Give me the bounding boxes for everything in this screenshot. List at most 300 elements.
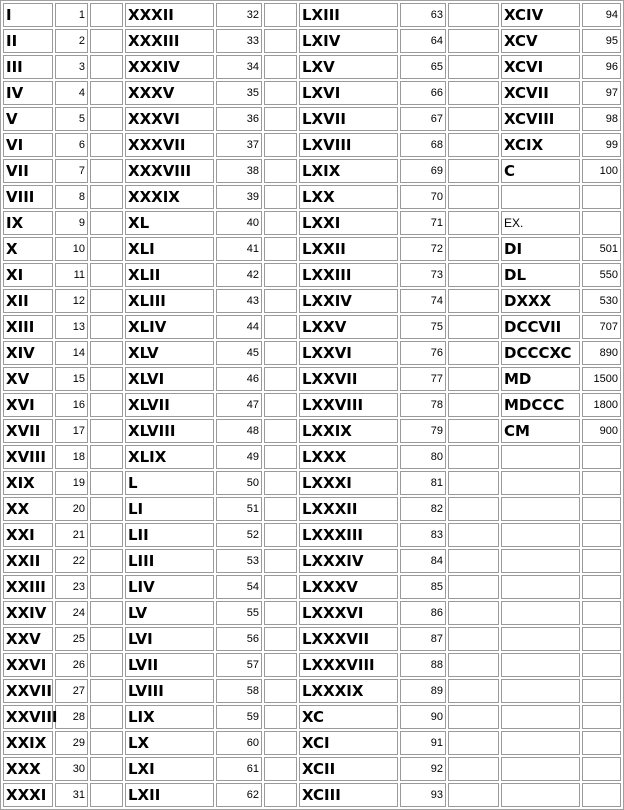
roman-numeral-cell: LIII	[125, 549, 214, 573]
roman-numeral-cell: XLVII	[125, 393, 214, 417]
arabic-value-cell	[582, 497, 621, 521]
spacer-cell	[90, 159, 123, 183]
roman-numeral-cell: LVIII	[125, 679, 214, 703]
roman-numeral-cell: LXXIV	[299, 289, 398, 313]
arabic-value-cell: 7	[55, 159, 88, 183]
spacer-cell	[264, 627, 297, 651]
spacer-cell	[90, 367, 123, 391]
roman-numeral-cell: XXXII	[125, 3, 214, 27]
arabic-value-cell: 100	[582, 159, 621, 183]
roman-numeral-cell: XLIX	[125, 445, 214, 469]
arabic-value-cell: 11	[55, 263, 88, 287]
spacer-cell	[264, 29, 297, 53]
roman-numeral-cell	[501, 783, 580, 807]
arabic-value-cell: 75	[400, 315, 446, 339]
spacer-cell	[448, 159, 499, 183]
roman-numeral-cell: XI	[3, 263, 53, 287]
roman-numeral-cell: XXI	[3, 523, 53, 547]
arabic-value-cell: 59	[216, 705, 262, 729]
arabic-value-cell: 16	[55, 393, 88, 417]
roman-numeral-cell: XCIV	[501, 3, 580, 27]
spacer-cell	[448, 393, 499, 417]
table-row	[3, 367, 621, 391]
roman-numeral-cell: XVI	[3, 393, 53, 417]
spacer-cell	[90, 289, 123, 313]
roman-numeral-cell: XLVIII	[125, 419, 214, 443]
roman-numeral-cell: L	[125, 471, 214, 495]
spacer-cell	[448, 419, 499, 443]
arabic-value-cell: 97	[582, 81, 621, 105]
table-row	[3, 81, 621, 105]
roman-numeral-cell: XCII	[299, 757, 398, 781]
table-row	[3, 757, 621, 781]
roman-numeral-cell: LXXVII	[299, 367, 398, 391]
roman-numeral-cell: DI	[501, 237, 580, 261]
arabic-value-cell: 35	[216, 81, 262, 105]
roman-numeral-cell: LV	[125, 601, 214, 625]
spacer-cell	[448, 3, 499, 27]
table-row	[3, 3, 621, 27]
roman-numeral-cell: V	[3, 107, 53, 131]
roman-numeral-cell: XV	[3, 367, 53, 391]
spacer-cell	[448, 237, 499, 261]
arabic-value-cell	[582, 627, 621, 651]
arabic-value-cell: 2	[55, 29, 88, 53]
spacer-cell	[264, 133, 297, 157]
roman-numeral-cell	[501, 731, 580, 755]
roman-numeral-cell: LXXIX	[299, 419, 398, 443]
table-row	[3, 445, 621, 469]
arabic-value-cell: 94	[582, 3, 621, 27]
arabic-value-cell: 98	[582, 107, 621, 131]
arabic-value-cell: 87	[400, 627, 446, 651]
arabic-value-cell: 52	[216, 523, 262, 547]
arabic-value-cell: 3	[55, 55, 88, 79]
arabic-value-cell: 79	[400, 419, 446, 443]
arabic-value-cell: 21	[55, 523, 88, 547]
spacer-cell	[90, 107, 123, 131]
roman-numeral-cell	[501, 549, 580, 573]
roman-numeral-cell: MDCCC	[501, 393, 580, 417]
arabic-value-cell: 1	[55, 3, 88, 27]
arabic-value-cell: 32	[216, 3, 262, 27]
spacer-cell	[448, 757, 499, 781]
spacer-cell	[448, 653, 499, 677]
roman-numeral-cell	[501, 185, 580, 209]
table-row	[3, 107, 621, 131]
arabic-value-cell: 62	[216, 783, 262, 807]
roman-numeral-cell: XXVI	[3, 653, 53, 677]
spacer-cell	[264, 341, 297, 365]
spacer-cell	[264, 757, 297, 781]
spacer-cell	[264, 471, 297, 495]
roman-numeral-cell: XXV	[3, 627, 53, 651]
roman-numeral-cell: XXX	[3, 757, 53, 781]
table-row	[3, 159, 621, 183]
arabic-value-cell: 68	[400, 133, 446, 157]
spacer-cell	[90, 783, 123, 807]
table-row	[3, 289, 621, 313]
spacer-cell	[90, 679, 123, 703]
arabic-value-cell: 45	[216, 341, 262, 365]
arabic-value-cell	[582, 523, 621, 547]
roman-numeral-cell: XCI	[299, 731, 398, 755]
arabic-value-cell: 30	[55, 757, 88, 781]
arabic-value-cell: 9	[55, 211, 88, 235]
spacer-cell	[264, 575, 297, 599]
arabic-value-cell: 92	[400, 757, 446, 781]
spacer-cell	[90, 315, 123, 339]
spacer-cell	[264, 185, 297, 209]
table-row	[3, 783, 621, 807]
arabic-value-cell: 10	[55, 237, 88, 261]
spacer-cell	[448, 497, 499, 521]
roman-numeral-cell: DCCCXC	[501, 341, 580, 365]
spacer-cell	[90, 185, 123, 209]
arabic-value-cell: 73	[400, 263, 446, 287]
arabic-value-cell: 18	[55, 445, 88, 469]
roman-numeral-cell: CM	[501, 419, 580, 443]
arabic-value-cell: 85	[400, 575, 446, 599]
spacer-cell	[90, 549, 123, 573]
spacer-cell	[264, 783, 297, 807]
roman-numeral-cell	[501, 575, 580, 599]
spacer-cell	[90, 497, 123, 521]
spacer-cell	[264, 211, 297, 235]
spacer-cell	[448, 341, 499, 365]
table-row	[3, 419, 621, 443]
roman-numeral-cell: LVII	[125, 653, 214, 677]
roman-numeral-cell	[501, 601, 580, 625]
spacer-cell	[448, 263, 499, 287]
roman-numeral-cell	[501, 471, 580, 495]
arabic-value-cell: 4	[55, 81, 88, 105]
arabic-value-cell: 54	[216, 575, 262, 599]
spacer-cell	[90, 731, 123, 755]
roman-numeral-cell: XCVII	[501, 81, 580, 105]
spacer-cell	[90, 445, 123, 469]
spacer-cell	[90, 627, 123, 651]
arabic-value-cell: 20	[55, 497, 88, 521]
spacer-cell	[264, 237, 297, 261]
table-row	[3, 211, 621, 235]
arabic-value-cell: 37	[216, 133, 262, 157]
roman-numeral-cell: DXXX	[501, 289, 580, 313]
roman-numeral-cell: XVII	[3, 419, 53, 443]
arabic-value-cell: 76	[400, 341, 446, 365]
roman-numeral-cell: LXXVIII	[299, 393, 398, 417]
table-row	[3, 263, 621, 287]
arabic-value-cell: 900	[582, 419, 621, 443]
arabic-value-cell: 64	[400, 29, 446, 53]
spacer-cell	[90, 419, 123, 443]
arabic-value-cell: 42	[216, 263, 262, 287]
table-row	[3, 29, 621, 53]
arabic-value-cell	[582, 549, 621, 573]
spacer-cell	[448, 289, 499, 313]
spacer-cell	[448, 679, 499, 703]
roman-numeral-cell: LVI	[125, 627, 214, 651]
table-row	[3, 653, 621, 677]
spacer-cell	[90, 575, 123, 599]
roman-numeral-cell: LXIX	[299, 159, 398, 183]
roman-numeral-cell: LXXXVIII	[299, 653, 398, 677]
arabic-value-cell	[582, 783, 621, 807]
roman-numeral-cell: XLII	[125, 263, 214, 287]
roman-numeral-cell: LXXIII	[299, 263, 398, 287]
arabic-value-cell: 57	[216, 653, 262, 677]
arabic-value-cell: 58	[216, 679, 262, 703]
spacer-cell	[448, 523, 499, 547]
spacer-cell	[448, 627, 499, 651]
roman-numeral-cell: XCV	[501, 29, 580, 53]
arabic-value-cell	[582, 601, 621, 625]
arabic-value-cell: 36	[216, 107, 262, 131]
table-row	[3, 705, 621, 729]
spacer-cell	[264, 107, 297, 131]
arabic-value-cell: 39	[216, 185, 262, 209]
roman-numeral-cell	[501, 497, 580, 521]
spacer-cell	[264, 601, 297, 625]
roman-numeral-cell: LX	[125, 731, 214, 755]
arabic-value-cell: 91	[400, 731, 446, 755]
spacer-cell	[448, 315, 499, 339]
roman-numeral-cell: XLVI	[125, 367, 214, 391]
arabic-value-cell: 70	[400, 185, 446, 209]
arabic-value-cell: 60	[216, 731, 262, 755]
roman-numeral-cell: LXIII	[299, 3, 398, 27]
spacer-cell	[448, 55, 499, 79]
roman-numeral-cell: XLIV	[125, 315, 214, 339]
spacer-cell	[264, 367, 297, 391]
arabic-value-cell	[582, 757, 621, 781]
arabic-value-cell: 890	[582, 341, 621, 365]
spacer-cell	[264, 523, 297, 547]
roman-numeral-cell: LXXXVI	[299, 601, 398, 625]
roman-numeral-cell	[501, 627, 580, 651]
arabic-value-cell: 80	[400, 445, 446, 469]
roman-numeral-cell: XLV	[125, 341, 214, 365]
spacer-cell	[90, 653, 123, 677]
roman-numeral-cell: XXXVII	[125, 133, 214, 157]
roman-numeral-cell: XXXV	[125, 81, 214, 105]
roman-numeral-cell: XXXIX	[125, 185, 214, 209]
spacer-cell	[90, 393, 123, 417]
roman-numeral-cell: XLI	[125, 237, 214, 261]
roman-numeral-cell: EX.	[501, 211, 580, 235]
arabic-value-cell: 12	[55, 289, 88, 313]
table-row	[3, 523, 621, 547]
arabic-value-cell	[582, 471, 621, 495]
spacer-cell	[264, 445, 297, 469]
spacer-cell	[264, 497, 297, 521]
table-row	[3, 341, 621, 365]
spacer-cell	[448, 471, 499, 495]
roman-numeral-cell: VIII	[3, 185, 53, 209]
arabic-value-cell: 86	[400, 601, 446, 625]
roman-numeral-cell: XXVII	[3, 679, 53, 703]
roman-numeral-cell: C	[501, 159, 580, 183]
arabic-value-cell: 31	[55, 783, 88, 807]
arabic-value-cell: 8	[55, 185, 88, 209]
table-row	[3, 627, 621, 651]
arabic-value-cell: 43	[216, 289, 262, 313]
roman-numeral-cell	[501, 445, 580, 469]
roman-numeral-cell: LXVI	[299, 81, 398, 105]
spacer-cell	[448, 107, 499, 131]
arabic-value-cell: 22	[55, 549, 88, 573]
arabic-value-cell: 40	[216, 211, 262, 235]
arabic-value-cell: 707	[582, 315, 621, 339]
spacer-cell	[90, 523, 123, 547]
roman-numeral-cell: LXX	[299, 185, 398, 209]
arabic-value-cell: 47	[216, 393, 262, 417]
roman-numeral-cell: XIX	[3, 471, 53, 495]
spacer-cell	[448, 185, 499, 209]
spacer-cell	[90, 133, 123, 157]
spacer-cell	[448, 81, 499, 105]
arabic-value-cell: 65	[400, 55, 446, 79]
arabic-value-cell: 61	[216, 757, 262, 781]
roman-numeral-cell: XIII	[3, 315, 53, 339]
arabic-value-cell: 66	[400, 81, 446, 105]
roman-numeral-cell: XXIII	[3, 575, 53, 599]
roman-numeral-cell: VI	[3, 133, 53, 157]
roman-numeral-cell: XXXI	[3, 783, 53, 807]
spacer-cell	[448, 549, 499, 573]
arabic-value-cell: 46	[216, 367, 262, 391]
roman-numeral-cell: XII	[3, 289, 53, 313]
spacer-cell	[90, 237, 123, 261]
table-row	[3, 315, 621, 339]
arabic-value-cell: 38	[216, 159, 262, 183]
roman-numeral-cell: XXXIII	[125, 29, 214, 53]
table-row	[3, 393, 621, 417]
spacer-cell	[448, 367, 499, 391]
roman-numeral-cell: VII	[3, 159, 53, 183]
table-row	[3, 549, 621, 573]
table-row	[3, 731, 621, 755]
roman-numeral-cell: LXXXII	[299, 497, 398, 521]
arabic-value-cell: 84	[400, 549, 446, 573]
arabic-value-cell: 33	[216, 29, 262, 53]
spacer-cell	[448, 29, 499, 53]
arabic-value-cell: 29	[55, 731, 88, 755]
spacer-cell	[90, 81, 123, 105]
arabic-value-cell: 78	[400, 393, 446, 417]
roman-numeral-cell: XC	[299, 705, 398, 729]
roman-numeral-cell: II	[3, 29, 53, 53]
roman-numeral-cell: I	[3, 3, 53, 27]
spacer-cell	[264, 679, 297, 703]
arabic-value-cell: 72	[400, 237, 446, 261]
table-row	[3, 185, 621, 209]
arabic-value-cell: 74	[400, 289, 446, 313]
arabic-value-cell: 69	[400, 159, 446, 183]
roman-numeral-cell: LXVII	[299, 107, 398, 131]
spacer-cell	[264, 315, 297, 339]
roman-numeral-cell: XXXVIII	[125, 159, 214, 183]
spacer-cell	[90, 471, 123, 495]
spacer-cell	[448, 731, 499, 755]
roman-numeral-cell: XXIX	[3, 731, 53, 755]
spacer-cell	[264, 159, 297, 183]
roman-numeral-cell: XLIII	[125, 289, 214, 313]
roman-numeral-cell: LXXI	[299, 211, 398, 235]
roman-numeral-cell: DL	[501, 263, 580, 287]
spacer-cell	[264, 263, 297, 287]
arabic-value-cell: 51	[216, 497, 262, 521]
arabic-value-cell: 26	[55, 653, 88, 677]
spacer-cell	[448, 133, 499, 157]
spacer-cell	[448, 445, 499, 469]
roman-numeral-cell: LXXXIV	[299, 549, 398, 573]
spacer-cell	[90, 263, 123, 287]
arabic-value-cell: 99	[582, 133, 621, 157]
spacer-cell	[264, 653, 297, 677]
spacer-cell	[264, 81, 297, 105]
arabic-value-cell: 41	[216, 237, 262, 261]
arabic-value-cell: 71	[400, 211, 446, 235]
roman-numeral-cell: DCCVII	[501, 315, 580, 339]
arabic-value-cell: 23	[55, 575, 88, 599]
arabic-value-cell: 1800	[582, 393, 621, 417]
roman-numeral-cell: III	[3, 55, 53, 79]
spacer-cell	[90, 341, 123, 365]
arabic-value-cell	[582, 211, 621, 235]
roman-numeral-cell: XXIV	[3, 601, 53, 625]
roman-numeral-cell: LXXVI	[299, 341, 398, 365]
roman-numeral-cell: MD	[501, 367, 580, 391]
spacer-cell	[264, 393, 297, 417]
roman-numeral-cell: XX	[3, 497, 53, 521]
spacer-cell	[90, 29, 123, 53]
arabic-value-cell: 88	[400, 653, 446, 677]
arabic-value-cell: 6	[55, 133, 88, 157]
arabic-value-cell: 13	[55, 315, 88, 339]
spacer-cell	[448, 211, 499, 235]
roman-numeral-cell: LIV	[125, 575, 214, 599]
table-row	[3, 679, 621, 703]
arabic-value-cell	[582, 679, 621, 703]
spacer-cell	[90, 211, 123, 235]
roman-numeral-cell: LXXX	[299, 445, 398, 469]
spacer-cell	[448, 783, 499, 807]
arabic-value-cell: 34	[216, 55, 262, 79]
arabic-value-cell: 48	[216, 419, 262, 443]
arabic-value-cell	[582, 731, 621, 755]
roman-numeral-cell: X	[3, 237, 53, 261]
spacer-cell	[90, 55, 123, 79]
table-row	[3, 471, 621, 495]
roman-numeral-cell: LXVIII	[299, 133, 398, 157]
arabic-value-cell: 27	[55, 679, 88, 703]
roman-numeral-cell: LXXXVII	[299, 627, 398, 651]
arabic-value-cell: 49	[216, 445, 262, 469]
roman-numeral-cell: XXVIII	[3, 705, 53, 729]
arabic-value-cell: 1500	[582, 367, 621, 391]
arabic-value-cell: 77	[400, 367, 446, 391]
roman-numeral-cell: XCVIII	[501, 107, 580, 131]
spacer-cell	[90, 705, 123, 729]
spacer-cell	[448, 601, 499, 625]
roman-numeral-cell	[501, 653, 580, 677]
arabic-value-cell: 95	[582, 29, 621, 53]
spacer-cell	[264, 705, 297, 729]
arabic-value-cell: 53	[216, 549, 262, 573]
roman-numeral-cell: XIV	[3, 341, 53, 365]
arabic-value-cell: 81	[400, 471, 446, 495]
